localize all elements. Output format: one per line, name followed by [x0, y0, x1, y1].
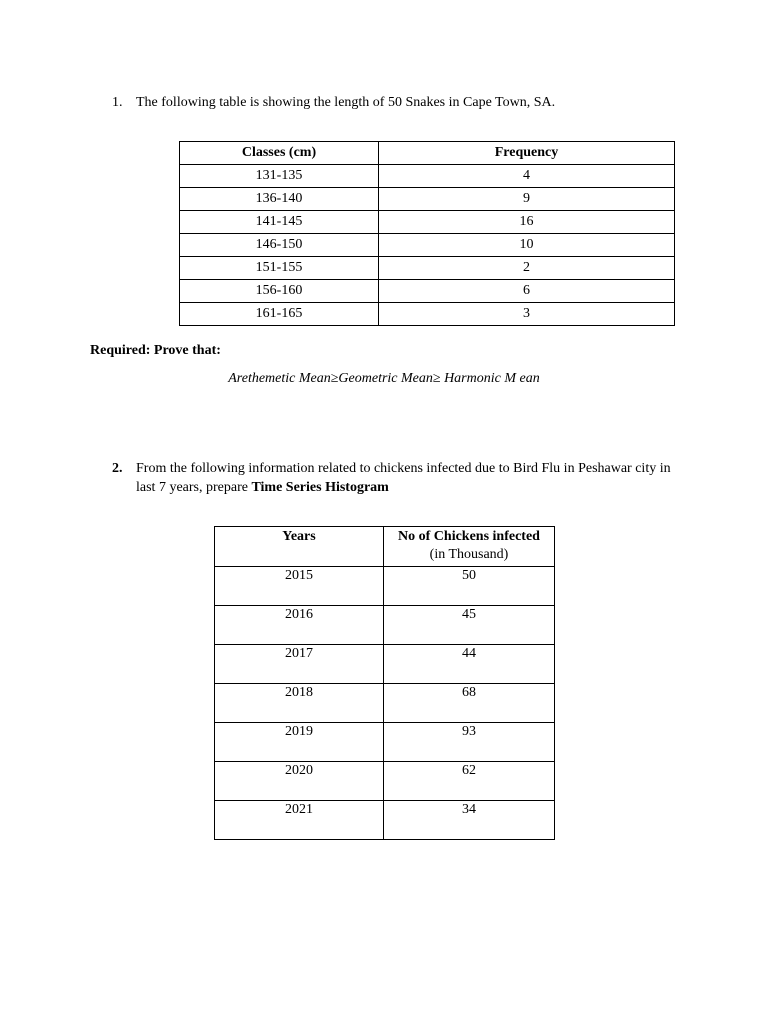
question-2 — [112, 459, 682, 497]
question-2-text — [112, 459, 682, 497]
class-cell: 156-160 — [180, 280, 379, 303]
question-1-text: The following table is showing the length of 50 Snakes in Cape Town, SA. — [136, 95, 556, 110]
frequency-cell: 9 — [379, 188, 675, 211]
table-row — [180, 280, 675, 303]
frequency-cell: 10 — [379, 234, 675, 257]
table-row — [180, 165, 675, 188]
header-frequency: Frequency — [379, 142, 675, 165]
table-row — [180, 303, 675, 326]
table-row — [215, 645, 555, 684]
question-2-number: 2. — [112, 461, 123, 476]
infected-cell: 62 — [384, 762, 555, 801]
year-cell: 2017 — [215, 645, 384, 684]
question-1-number: 1. — [112, 95, 123, 110]
table-row — [215, 567, 555, 606]
header-chickens-unit: (in Thousand) — [429, 547, 509, 562]
table-row — [180, 257, 675, 280]
header-classes: Classes (cm) — [180, 142, 379, 165]
required-label: Required: Prove that: — [90, 343, 221, 358]
class-cell: 146-150 — [180, 234, 379, 257]
header-years-label: Years — [282, 529, 316, 544]
frequency-cell: 4 — [379, 165, 675, 188]
table-row — [215, 684, 555, 723]
year-cell: 2016 — [215, 606, 384, 645]
header-chickens-label: No of Chickens infected — [398, 529, 540, 544]
table-row — [215, 606, 555, 645]
class-cell: 141-145 — [180, 211, 379, 234]
infected-cell: 50 — [384, 567, 555, 606]
table-row — [180, 211, 675, 234]
table-row — [180, 234, 675, 257]
class-cell: 131-135 — [180, 165, 379, 188]
class-cell: 136-140 — [180, 188, 379, 211]
year-cell: 2018 — [215, 684, 384, 723]
year-cell: 2020 — [215, 762, 384, 801]
class-cell: 161-165 — [180, 303, 379, 326]
frequency-cell: 2 — [379, 257, 675, 280]
year-cell: 2015 — [215, 567, 384, 606]
question-2-text-main: From the following information related to chickens infected due to Bird Flu in Peshawar city in last 7 years, prepare — [136, 461, 671, 495]
table-row — [180, 188, 675, 211]
infected-cell: 34 — [384, 801, 555, 840]
question-2-text-bold: Time Series Histogram — [251, 480, 389, 495]
infected-cell: 68 — [384, 684, 555, 723]
class-cell: 151-155 — [180, 257, 379, 280]
header-years — [215, 527, 384, 567]
year-cell: 2021 — [215, 801, 384, 840]
snake-length-table — [179, 141, 675, 326]
table-row — [215, 762, 555, 801]
frequency-cell: 16 — [379, 211, 675, 234]
question-1 — [112, 94, 712, 111]
table-row — [215, 723, 555, 762]
mean-inequality-formula: Arethemetic Mean≥Geometric Mean≥ Harmonic M ean — [228, 371, 540, 386]
table-header-row — [215, 527, 555, 567]
infected-cell: 44 — [384, 645, 555, 684]
header-chickens — [384, 527, 555, 567]
infected-cell: 93 — [384, 723, 555, 762]
table-header-row — [180, 142, 675, 165]
infected-cell: 45 — [384, 606, 555, 645]
table-row — [215, 801, 555, 840]
year-cell: 2019 — [215, 723, 384, 762]
bird-flu-table — [214, 526, 555, 840]
frequency-cell: 3 — [379, 303, 675, 326]
frequency-cell: 6 — [379, 280, 675, 303]
